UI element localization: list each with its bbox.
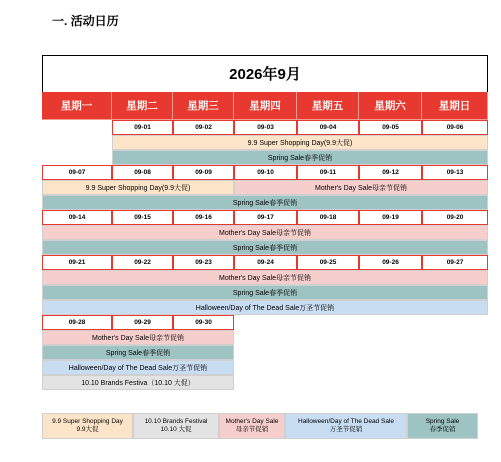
legend-item — [285, 413, 407, 439]
date-cell: 09-20 — [422, 210, 488, 225]
page-heading: 一. 活动日历 — [52, 14, 119, 28]
date-cell: 09-24 — [234, 255, 297, 270]
event-bar: 10.10 Brands Festiva（10.10 大促） — [42, 375, 234, 390]
weekday-header: 星期五 — [297, 92, 359, 120]
event-bar: 9.9 Super Shopping Day(9.9大促) — [42, 180, 234, 195]
date-cell: 09-03 — [234, 120, 297, 135]
calendar-title: 2026年9月 — [229, 66, 301, 83]
date-cell: 09-01 — [112, 120, 173, 135]
activity-calendar — [42, 55, 488, 387]
legend-item-name: Mother's Day Sale — [225, 418, 279, 425]
weekday-header: 星期三 — [173, 92, 234, 120]
event-bar: Spring Sale春季促销 — [42, 345, 234, 360]
date-cell: 09-17 — [234, 210, 297, 225]
weekday-header: 星期日 — [422, 92, 488, 120]
legend-item — [219, 413, 285, 439]
date-cell: 09-02 — [173, 120, 234, 135]
weekday-header: 星期四 — [234, 92, 297, 120]
date-cell: 09-10 — [234, 165, 297, 180]
date-cell: 09-14 — [42, 210, 112, 225]
event-bar: 9.9 Super Shopping Day(9.9大促) — [112, 135, 488, 150]
date-cell: 09-11 — [297, 165, 359, 180]
legend-item — [42, 413, 133, 439]
weekday-header: 星期六 — [359, 92, 422, 120]
date-cell: 09-08 — [112, 165, 173, 180]
date-cell: 09-18 — [297, 210, 359, 225]
date-cell: 09-12 — [359, 165, 422, 180]
event-bar: Spring Sale春季促销 — [42, 195, 488, 210]
legend-item — [407, 413, 478, 439]
legend-item-name: 9.9 Super Shopping Day — [52, 418, 123, 425]
legend-item-cn-name: 万圣节促销 — [329, 426, 363, 433]
date-cell: 09-25 — [297, 255, 359, 270]
weekday-header: 星期二 — [112, 92, 173, 120]
event-bar: Mother's Day Sale母亲节促销 — [42, 330, 234, 345]
event-bar: Mother's Day Sale母亲节促销 — [234, 180, 488, 195]
date-cell: 09-22 — [112, 255, 173, 270]
date-cell: 09-16 — [173, 210, 234, 225]
date-cell: 09-13 — [422, 165, 488, 180]
date-cell: 09-21 — [42, 255, 112, 270]
event-bar: Halloween/Day of The Dead Sale万圣节促销 — [42, 300, 488, 315]
date-cell: 09-30 — [173, 315, 234, 330]
legend-item — [133, 413, 219, 439]
event-bar: Halloween/Day of The Dead Sale万圣节促销 — [42, 360, 234, 375]
event-bar: Spring Sale春季促销 — [112, 150, 488, 165]
legend-item-name: Spring Sale — [425, 418, 460, 425]
legend-item-name: 10.10 Brands Festival — [144, 418, 208, 425]
date-cell: 09-19 — [359, 210, 422, 225]
weekday-header: 星期一 — [42, 92, 112, 120]
legend-item-name: Halloween/Day of The Dead Sale — [298, 418, 394, 425]
legend-item-cn-name: 春季促销 — [429, 426, 456, 433]
color-legend — [42, 413, 478, 439]
date-cell: 09-05 — [359, 120, 422, 135]
date-cell: 09-27 — [422, 255, 488, 270]
legend-item-cn-name: 10.10 大促 — [160, 426, 192, 433]
date-cell: 09-23 — [173, 255, 234, 270]
legend-item-cn-name: 9.9大促 — [76, 426, 99, 433]
event-bar: Spring Sale春季促销 — [42, 240, 488, 255]
event-bar: Spring Sale春季促销 — [42, 285, 488, 300]
date-cell: 09-26 — [359, 255, 422, 270]
date-cell: 09-09 — [173, 165, 234, 180]
date-cell: 09-06 — [422, 120, 488, 135]
date-cell: 09-28 — [42, 315, 112, 330]
date-cell: 09-29 — [112, 315, 173, 330]
event-bar: Mother's Day Sale母亲节促销 — [42, 270, 488, 285]
date-cell: 09-15 — [112, 210, 173, 225]
date-cell: 09-07 — [42, 165, 112, 180]
date-cell: 09-04 — [297, 120, 359, 135]
legend-item-cn-name: 母亲节促销 — [235, 426, 269, 433]
event-bar: Mother's Day Sale母亲节促销 — [42, 225, 488, 240]
